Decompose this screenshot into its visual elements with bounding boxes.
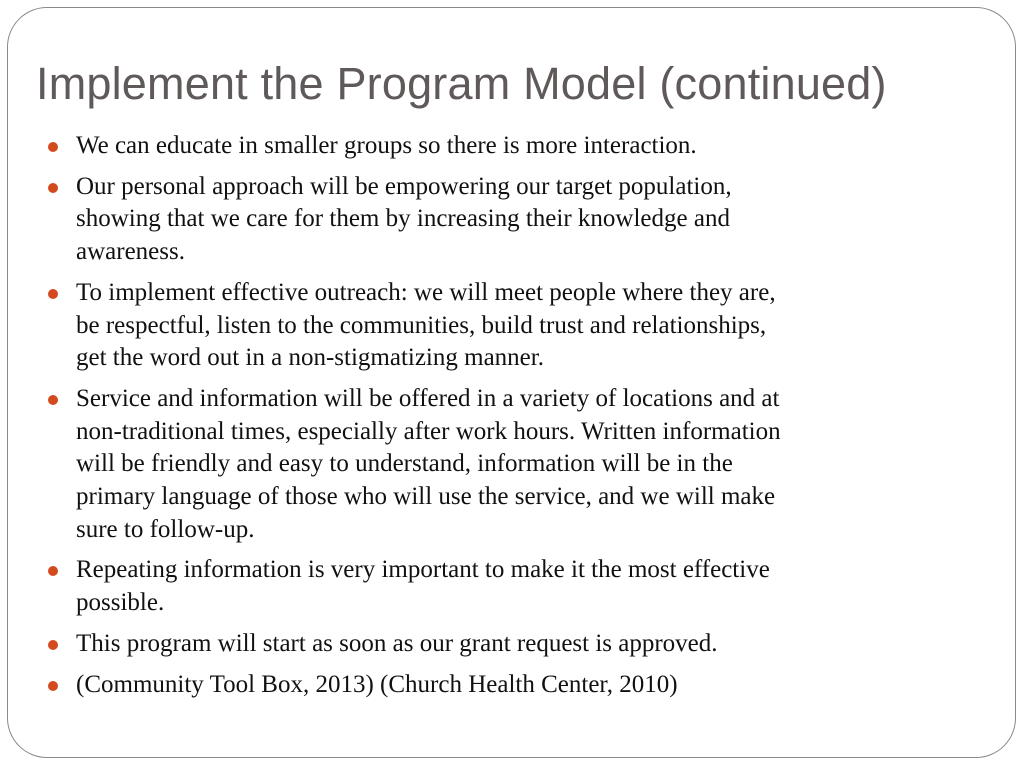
bullet-text-line: We can educate in smaller groups so there is more interaction.: [76, 132, 697, 159]
bullet-text-line: showing that we care for them by increasing their knowledge and: [76, 205, 730, 233]
bullet-text-line: be respectful, listen to the communities, build trust and relationships,: [76, 311, 767, 339]
bullet-text-line: possible.: [76, 589, 165, 617]
bullet-text-line: (Community Tool Box, 2013) (Church Health Center, 2010): [76, 670, 678, 698]
bullet-item: [44, 171, 984, 269]
bullet-text-line: will be friendly and easy to understand, information will be in the: [76, 450, 733, 478]
bullet-item: [44, 130, 984, 163]
bullet-dot-icon: [48, 142, 58, 152]
bullet-text-line: non-traditional times, especially after work hours. Written information: [76, 417, 781, 445]
bullet-item: [44, 669, 984, 702]
bullet-text-line: Service and information will be offered in a variety of locations and at: [76, 384, 780, 412]
bullet-text-line: Our personal approach will be empowering our target population,: [76, 172, 732, 200]
bullet-item: [44, 554, 984, 619]
bullet-text-line: sure to follow-up.: [76, 515, 255, 543]
bullet-dot-icon: [48, 183, 58, 193]
bullet-item: [44, 628, 984, 661]
bullet-text-line: To implement effective outreach: we will meet people where they are,: [76, 278, 776, 306]
slide-title: Implement the Program Model (continued): [36, 58, 887, 109]
bullet-item: [44, 383, 984, 547]
bullet-dot-icon: [48, 289, 58, 299]
bullet-text-line: Repeating information is very important to make it the most effective: [76, 556, 770, 584]
bullet-item: [44, 277, 984, 375]
bullet-dot-icon: [48, 681, 58, 691]
bullet-list: [44, 130, 984, 709]
bullet-text-line: get the word out in a non-stigmatizing manner.: [76, 344, 544, 372]
bullet-dot-icon: [48, 640, 58, 650]
bullet-text-line: primary language of those who will use the service, and we will make: [76, 483, 776, 511]
bullet-text-line: This program will start as soon as our grant request is approved.: [76, 629, 718, 657]
bullet-dot-icon: [48, 566, 58, 576]
bullet-dot-icon: [48, 395, 58, 405]
bullet-text-line: awareness.: [76, 238, 185, 266]
